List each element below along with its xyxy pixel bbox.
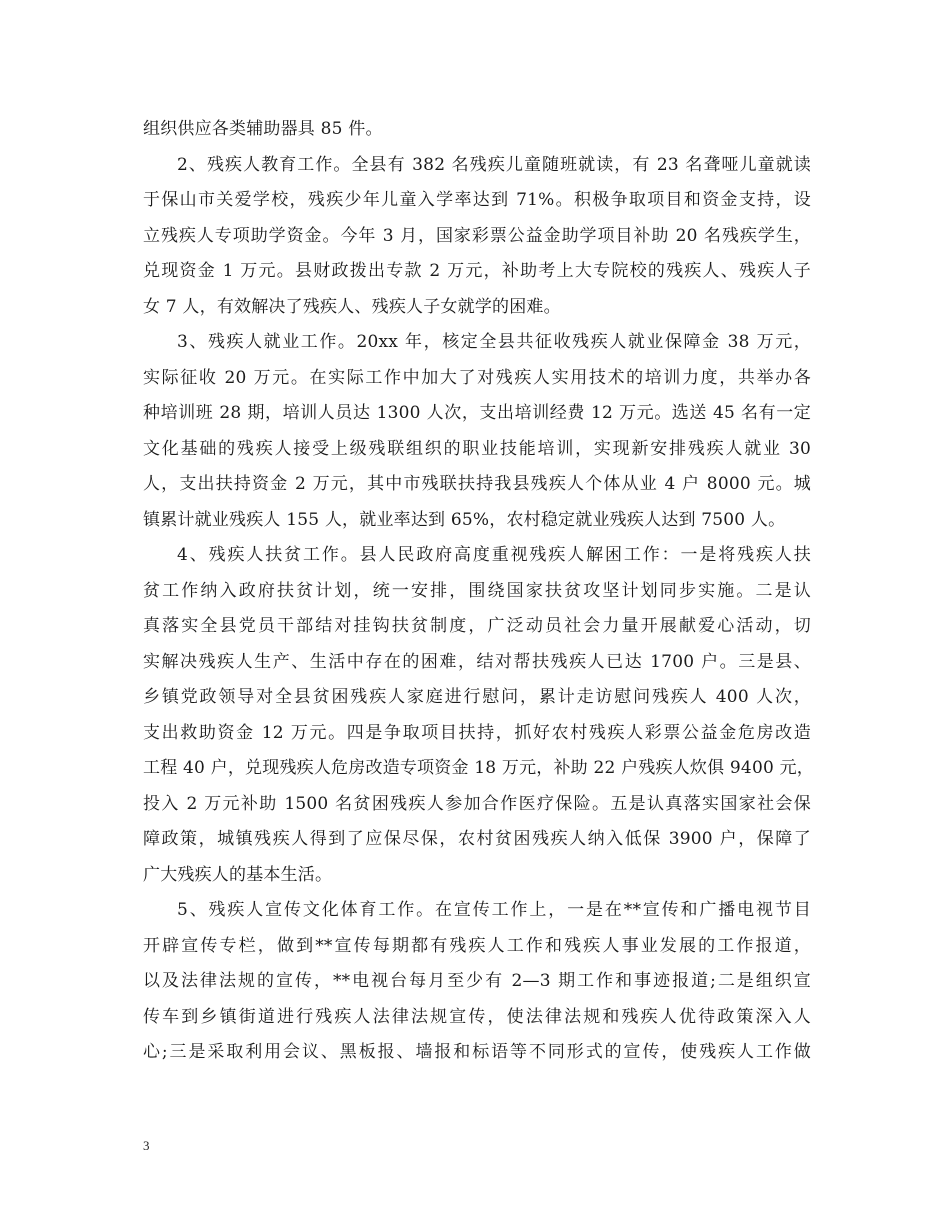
text-line: 文化基础的残疾人接受上级残联组织的职业技能培训，实现新安排残疾人就业 30	[143, 438, 811, 459]
text-line: 贫工作纳入政府扶贫计划，统一安排，围绕国家扶贫攻坚计划同步实施。二是认	[143, 580, 811, 601]
text-line: 真落实全县党员干部结对挂钩扶贫制度，广泛动员社会力量开展献爱心活动，切	[143, 616, 811, 636]
text-line: 实解决残疾人生产、生活中存在的困难，结对帮扶残疾人已达 1700 户。三是县、	[143, 651, 811, 672]
text-line: 开辟宣传专栏，做到**宣传每期都有残疾人工作和残疾人事业发展的工作报道，	[143, 935, 811, 956]
text-line: 传车到乡镇街道进行残疾人法律法规宣传，使法律法规和残疾人优待政策深入人	[143, 1006, 811, 1027]
text-line: 镇累计就业残疾人 155 人，就业率达到 65%，农村稳定就业残疾人达到 7500 人。	[143, 509, 786, 530]
text-line: 心;三是采取利用会议、黑板报、墙报和标语等不同形式的宣传，使残疾人工作做	[143, 1042, 811, 1062]
text-line: 人，支出扶持资金 2 万元，其中市残联扶持我县残疾人个体从业 4 户 8000 元。城	[143, 474, 811, 494]
text-line: 4、残疾人扶贫工作。县人民政府高度重视残疾人解困工作：一是将残疾人扶	[177, 545, 811, 565]
text-line: 以及法律法规的宣传，**电视台每月至少有 2—3 期工作和事迹报道;二是组织宣	[143, 971, 811, 991]
text-line: 支出救助资金 12 万元。四是争取项目扶持，抓好农村残疾人彩票公益金危房改造	[143, 722, 811, 743]
text-line: 3、残疾人就业工作。20xx 年，核定全县共征收残疾人就业保障金 38 万元，	[177, 332, 811, 352]
text-line: 兑现资金 1 万元。县财政拨出专款 2 万元，补助考上大专院校的残疾人、残疾人子	[143, 261, 811, 281]
text-line: 工程 40 户，兑现残疾人危房改造专项资金 18 万元，补助 22 户残疾人炊俱 9400 元，	[143, 758, 814, 778]
text-line: 于保山市关爱学校，残疾少年儿童入学率达到 71%。积极争取项目和资金支持，设	[143, 190, 811, 210]
text-line: 障政策，城镇残疾人得到了应保尽保，农村贫困残疾人纳入低保 3900 户，保障了	[143, 829, 811, 849]
text-line: 2、残疾人教育工作。全县有 382 名残疾儿童随班就读，有 23 名聋哑儿童就读	[177, 154, 811, 175]
text-line: 5、残疾人宣传文化体育工作。在宣传工作上，一是在**宣传和广播电视节目	[177, 900, 811, 920]
text-line: 乡镇党政领导对全县贫困残疾人家庭进行慰问，累计走访慰问残疾人 400 人次，	[143, 687, 811, 707]
text-line: 女 7 人，有效解决了残疾人、残疾人子女就学的困难。	[143, 296, 561, 317]
text-line: 立残疾人专项助学资金。今年 3 月，国家彩票公益金助学项目补助 20 名残疾学生，	[143, 225, 811, 246]
text-line: 组织供应各类辅助器具 85 件。	[143, 119, 383, 139]
text-line: 投入 2 万元补助 1500 名贫困残疾人参加合作医疗保险。五是认真落实国家社会保	[143, 793, 811, 814]
text-line: 实际征收 20 万元。在实际工作中加大了对残疾人实用技术的培训力度，共举办各	[143, 367, 811, 388]
page-number: 3	[143, 1138, 150, 1153]
text-line: 种培训班 28 期，培训人员达 1300 人次，支出培训经费 12 万元。选送 45 名有一定	[143, 403, 811, 423]
document-body	[143, 112, 814, 1071]
text-line: 广大残疾人的基本生活。	[143, 864, 333, 885]
